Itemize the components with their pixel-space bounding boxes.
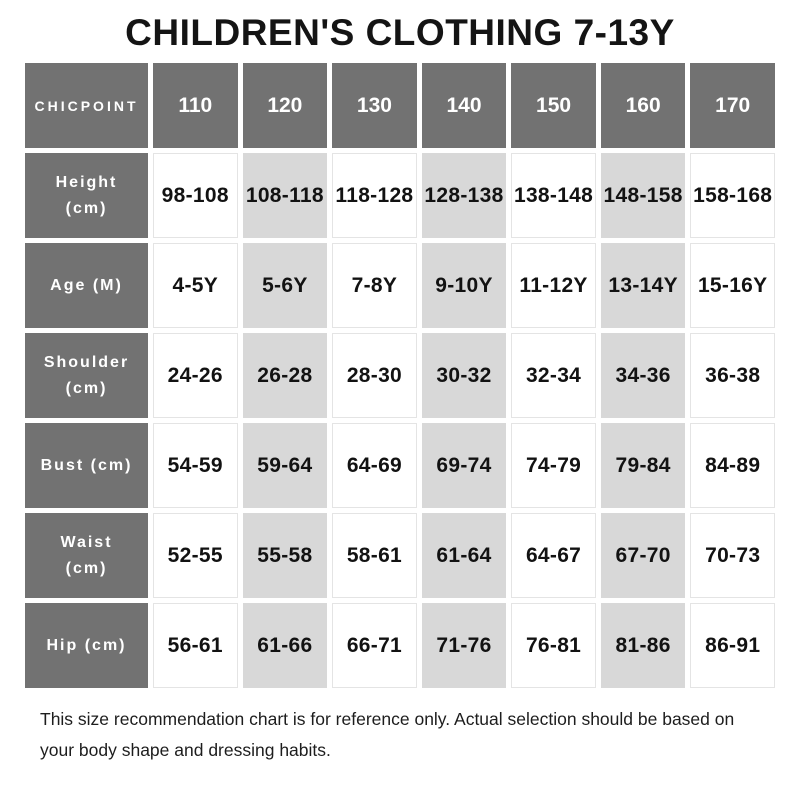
data-cell: 5-6Y — [243, 243, 328, 328]
data-cell: 69-74 — [422, 423, 507, 508]
data-cell: 61-64 — [422, 513, 507, 598]
size-header-cell-140: 140 — [422, 63, 507, 148]
row-label-cell: Bust (cm) — [25, 423, 148, 508]
data-cell: 128-138 — [422, 153, 507, 238]
size-header-cell-160: 160 — [601, 63, 686, 148]
data-cell: 36-38 — [690, 333, 775, 418]
size-header-cell-130: 130 — [332, 63, 417, 148]
data-cell: 64-69 — [332, 423, 417, 508]
data-cell: 86-91 — [690, 603, 775, 688]
data-cell: 158-168 — [690, 153, 775, 238]
data-cell: 148-158 — [601, 153, 686, 238]
data-cell: 7-8Y — [332, 243, 417, 328]
data-cell: 26-28 — [243, 333, 328, 418]
row-label-cell: Height (cm) — [25, 153, 148, 238]
data-cell: 64-67 — [511, 513, 596, 598]
row-label-cell: Hip (cm) — [25, 603, 148, 688]
data-cell: 59-64 — [243, 423, 328, 508]
data-cell: 30-32 — [422, 333, 507, 418]
data-cell: 138-148 — [511, 153, 596, 238]
size-table — [25, 63, 775, 688]
data-cell: 98-108 — [153, 153, 238, 238]
data-cell: 81-86 — [601, 603, 686, 688]
size-chart-page — [0, 8, 800, 808]
data-cell: 55-58 — [243, 513, 328, 598]
data-cell: 11-12Y — [511, 243, 596, 328]
size-header-cell-170: 170 — [690, 63, 775, 148]
data-cell: 13-14Y — [601, 243, 686, 328]
data-cell: 56-61 — [153, 603, 238, 688]
data-cell: 9-10Y — [422, 243, 507, 328]
data-cell: 52-55 — [153, 513, 238, 598]
data-cell: 61-66 — [243, 603, 328, 688]
row-label-cell: Age (M) — [25, 243, 148, 328]
data-cell: 71-76 — [422, 603, 507, 688]
data-cell: 58-61 — [332, 513, 417, 598]
data-cell: 15-16Y — [690, 243, 775, 328]
data-cell: 118-128 — [332, 153, 417, 238]
size-header-cell-110: 110 — [153, 63, 238, 148]
data-cell: 4-5Y — [153, 243, 238, 328]
page-title: CHILDREN'S CLOTHING 7-13Y — [125, 12, 675, 53]
data-cell: 34-36 — [601, 333, 686, 418]
data-cell: 108-118 — [243, 153, 328, 238]
data-cell: 74-79 — [511, 423, 596, 508]
data-cell: 84-89 — [690, 423, 775, 508]
row-label-cell: Waist (cm) — [25, 513, 148, 598]
data-cell: 70-73 — [690, 513, 775, 598]
data-cell: 67-70 — [601, 513, 686, 598]
data-cell: 28-30 — [332, 333, 417, 418]
size-header-cell-150: 150 — [511, 63, 596, 148]
row-label-cell: Shoulder (cm) — [25, 333, 148, 418]
size-header-cell-120: 120 — [243, 63, 328, 148]
data-cell: 79-84 — [601, 423, 686, 508]
data-cell: 66-71 — [332, 603, 417, 688]
data-cell: 54-59 — [153, 423, 238, 508]
data-cell: 76-81 — [511, 603, 596, 688]
footer-note: This size recommendation chart is for reference only. Actual selection should be based on your body shape and dressing habits. — [40, 709, 735, 760]
data-cell: 32-34 — [511, 333, 596, 418]
brand-header-cell: CHICPOINT — [25, 63, 148, 148]
data-cell: 24-26 — [153, 333, 238, 418]
